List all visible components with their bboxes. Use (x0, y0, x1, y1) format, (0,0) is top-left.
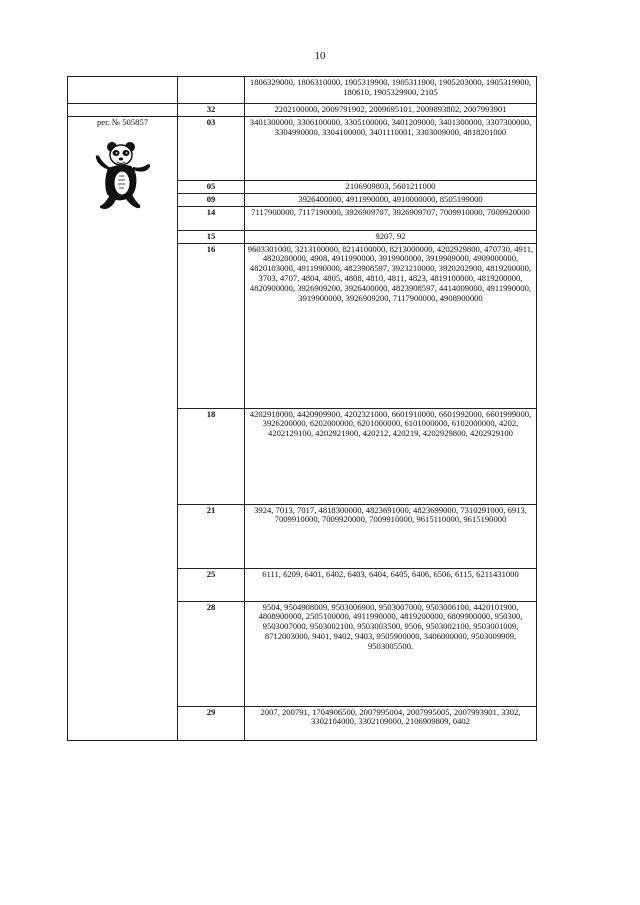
product-codes: 2007, 200791, 1704906500, 2007995004, 2007995005, 2007993901, 3302, 3302104000, 3302109000, 2106909809, 0402 (245, 706, 537, 740)
product-codes: 3926400000, 4911990000, 4910000000, 8505199000 (245, 193, 537, 206)
product-codes: 3924, 7013, 7017, 4818300000, 4823691000, 4823699000, 7310291000, 6913, 7009910000, 7009920000, 7009910000, 9615110000, 9615190000 (245, 504, 537, 568)
class-number (178, 77, 245, 104)
class-number: 16 (178, 243, 245, 408)
table-row (68, 104, 537, 117)
table-row (68, 77, 537, 104)
class-number: 03 (178, 116, 245, 180)
class-number: 25 (178, 568, 245, 601)
class-number: 05 (178, 180, 245, 193)
class-number: 14 (178, 206, 245, 230)
owner-cell-empty (68, 77, 178, 104)
product-codes: 2202100000, 2009791902, 2009695101, 2009893802, 2007993901 (245, 104, 537, 117)
product-codes: 9504, 9504908009, 9503006900, 9503007000, 9503006100, 4420101900, 4808900000, 2505100000, 4911990000, 4819200000, 6809900000, 950300, 9503007000, 9503002100, 9503003500, 9506, 9503002100, 9503001009, 8712003000, 9401, 9402, 9403, 9505900000, 3406000000, 9503009909, 9503005500. (245, 601, 537, 706)
owner-cell (68, 116, 178, 740)
product-codes: 9603301000, 3213100000, 8214100000, 8213000000, 4202929800, 470730, 4911, 4820200000, 4908, 4911990000, 3919900000, 3919909000, 4909000000, 4820103000, 4911990000, 4823908597, 3923210000, 3920202900, 4819200000, 3703, 4707, 4804, 4805, 4808, 4810, 4811, 4823, 4819100000, 4819200000, 4820900000, 3926909200, 3926400000, 4823908597, 4414009000, 4911990000, 3919900000, 3926909200, 7117900000, 4908900000 (245, 243, 537, 408)
class-number: 09 (178, 193, 245, 206)
page-number: 10 (314, 50, 326, 62)
product-codes: 4202918000, 4420909900, 4202321000, 6601910000, 6601992000, 6601999000, 3926200000, 6202000000, 6201000000, 6101000000, 6102000000, 4202, 4202129100, 4202921900, 420212, 420219, 4202929800, 4202929100 (245, 408, 537, 504)
product-codes: 7117900000, 7117190000, 3926909707, 3926909707, 7009910000, 7009920000 (245, 206, 537, 230)
product-codes: 3401300000, 3306100000, 3305100000, 3401209000, 3401300000, 3307300000, 3304990000, 3304100000, 3401110001, 3303009000, 4818201000 (245, 116, 537, 180)
registration-table (67, 76, 537, 741)
product-codes: 1806329000, 1806310000, 1905319900, 1905311900, 1905203000, 1905319900, 180610, 1905329900, 2105 (245, 77, 537, 104)
class-number: 15 (178, 230, 245, 243)
registration-number: рег. № 505857 (96, 116, 149, 127)
product-codes: 6111, 6209, 6401, 6402, 6403, 6404, 6405, 6406, 6506, 6115, 6211431000 (245, 568, 537, 601)
product-codes: 2106909803, 5601211000 (245, 180, 537, 193)
product-codes: 9207, 92 (245, 230, 537, 243)
class-number: 21 (178, 504, 245, 568)
table-row (68, 116, 537, 180)
class-number: 29 (178, 706, 245, 740)
class-number: 28 (178, 601, 245, 706)
class-number: 32 (178, 104, 245, 117)
class-number: 18 (178, 408, 245, 504)
owner-cell-empty (68, 104, 178, 117)
bear-logo-icon (93, 138, 153, 210)
